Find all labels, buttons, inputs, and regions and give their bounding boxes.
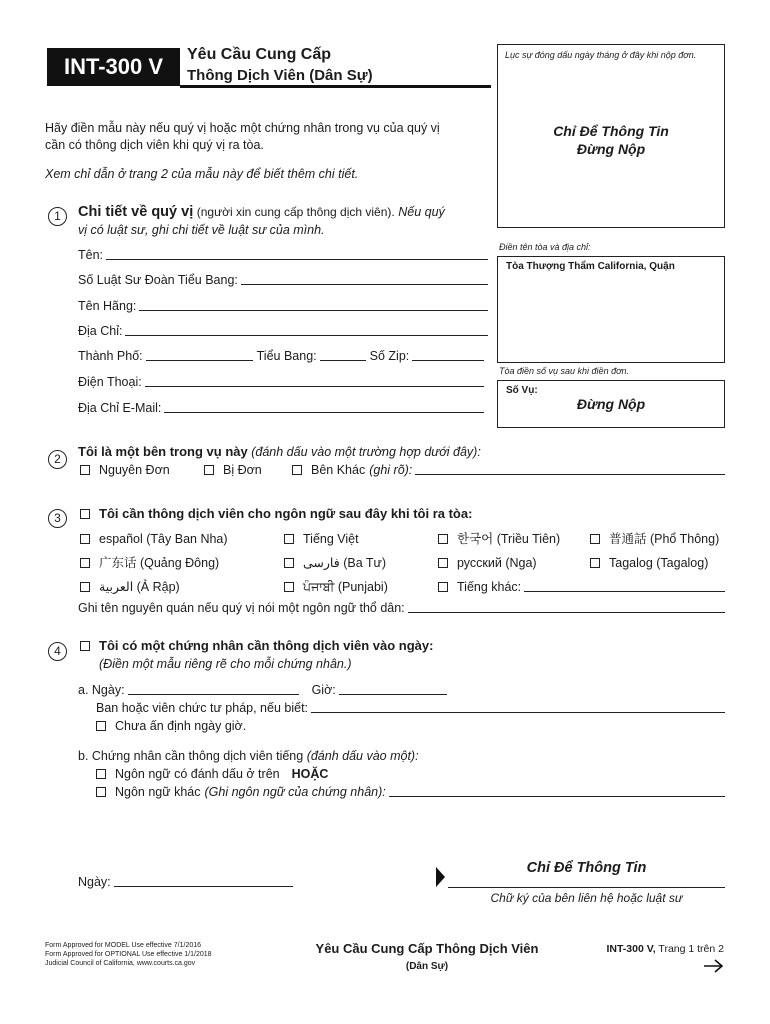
zip-field[interactable] xyxy=(412,348,484,361)
other-language-row xyxy=(438,579,725,595)
language-label: 한국어 (Triều Tiên) xyxy=(457,532,561,546)
clerk-notice-line2: Đừng Nộp xyxy=(576,141,646,157)
section1-note-line2: vị có luật sư, ghi chi tiết về luật sư của mình. xyxy=(78,223,325,237)
next-page-arrow-icon xyxy=(703,959,724,973)
form-code-badge: INT-300 V xyxy=(47,48,180,86)
intro-line1: Hãy điền mẫu này nếu quý vị hoặc một chứng nhân trong vụ của quý vị xyxy=(45,121,440,135)
language-option[interactable] xyxy=(438,555,537,571)
plaintiff-checkbox[interactable] xyxy=(80,465,90,475)
case-number-box[interactable] xyxy=(497,380,725,428)
cantonese-checkbox[interactable] xyxy=(80,558,90,568)
section-number-4: 4 xyxy=(48,642,67,661)
language-option[interactable] xyxy=(284,531,359,547)
tagalog-checkbox[interactable] xyxy=(590,558,600,568)
clerk-stamp-caption: Lục sự đóng dấu ngày tháng ở đây khi nộp đơn. xyxy=(505,50,697,60)
bar-number-row xyxy=(78,272,488,288)
defendant-label: Bị Đơn xyxy=(223,463,262,477)
section4-note: (Điền một mẫu riêng rẽ cho mỗi chứng nhân.) xyxy=(99,657,352,671)
witness-language-other-row xyxy=(96,784,725,800)
footer-page-info xyxy=(520,943,724,956)
party-other-option xyxy=(292,462,725,478)
witness-language-prompt: b. Chứng nhân cần thông dịch viên tiếng xyxy=(78,749,304,763)
intro-line2: cần có thông dịch viên khi quý vị ra tòa. xyxy=(45,138,264,152)
hearing-date-label: a. Ngày: xyxy=(78,683,125,697)
witness-language-marked-option[interactable] xyxy=(96,766,328,782)
email-label: Địa Chỉ E-Mail: xyxy=(78,401,162,415)
form-title-line1: Yêu Cầu Cung Cấp xyxy=(187,46,332,63)
indigenous-field[interactable] xyxy=(408,600,725,613)
or-label: HOẶC xyxy=(291,767,329,781)
section1-note-line1: Nếu quý xyxy=(398,205,445,219)
arabic-checkbox[interactable] xyxy=(80,582,90,592)
mandarin-checkbox[interactable] xyxy=(590,534,600,544)
korean-checkbox[interactable] xyxy=(438,534,448,544)
witness-other-language-hint: (Ghi ngôn ngữ của chứng nhân): xyxy=(204,785,386,799)
section1-heading-detail: (người xin cung cấp thông dịch viên). xyxy=(196,205,395,219)
party-plaintiff-option[interactable] xyxy=(80,462,170,478)
indigenous-label: Ghi tên nguyên quán nếu quý vị nói một ngôn ngữ thổ dân: xyxy=(78,601,405,615)
address-field[interactable] xyxy=(125,323,488,336)
department-label: Ban hoặc viên chức tư pháp, nếu biết: xyxy=(96,701,309,715)
state-label: Tiểu Bang: xyxy=(256,349,317,363)
name-label: Tên: xyxy=(78,248,104,262)
department-row xyxy=(96,700,725,716)
zip-label: Số Zip: xyxy=(369,349,410,363)
bar-number-field[interactable] xyxy=(241,272,488,285)
phone-field[interactable] xyxy=(145,374,484,387)
city-label: Thành Phố: xyxy=(78,349,143,363)
other-language-checkbox[interactable] xyxy=(438,582,448,592)
other-party-checkbox[interactable] xyxy=(292,465,302,475)
phone-row xyxy=(78,374,484,390)
clerk-notice-line1: Chỉ Để Thông Tin xyxy=(553,123,669,139)
footer-approval-line1: Form Approved for MODEL Use effective 7/1/2016 xyxy=(45,942,202,949)
signature-pointer-icon xyxy=(436,867,445,887)
footer-page-number: Trang 1 trên 2 xyxy=(658,943,724,955)
footer-approval-line2: Form Approved for OPTIONAL Use effective 1/1/2018 xyxy=(45,951,212,958)
language-option[interactable] xyxy=(284,555,386,571)
address-label: Địa Chỉ: xyxy=(78,324,123,338)
language-label: 广东话 (Quảng Đông) xyxy=(99,556,220,570)
header-rule xyxy=(180,85,491,88)
footer-subtitle: (Dân Sự) xyxy=(405,961,449,972)
interpreter-needed-checkbox[interactable] xyxy=(80,509,90,519)
phone-label: Điện Thoại: xyxy=(78,375,142,389)
language-marked-checkbox[interactable] xyxy=(96,769,106,779)
other-party-field[interactable] xyxy=(415,462,725,475)
footer-title: Yêu Cầu Cung Cấp Thông Dịch Viên xyxy=(315,941,539,956)
date-not-set-option[interactable] xyxy=(96,718,246,734)
section2-heading-hint: (đánh dấu vào một trường hợp dưới đây): xyxy=(251,445,481,459)
other-language-field[interactable] xyxy=(524,579,725,592)
signature-caption: Chữ ký của bên liên hệ hoặc luật sư xyxy=(490,891,683,905)
section3-heading: Tôi cần thông dịch viên cho ngôn ngữ sau đây khi tôi ra tòa: xyxy=(99,506,473,521)
hearing-date-field[interactable] xyxy=(128,682,299,695)
signature-field[interactable] xyxy=(448,856,725,888)
party-defendant-option[interactable] xyxy=(204,462,262,478)
other-language-label: Tiếng khác: xyxy=(457,580,522,594)
clerk-stamp-box xyxy=(497,44,725,228)
section-number-1: 1 xyxy=(48,207,67,226)
firm-name-label: Tên Hãng: xyxy=(78,299,137,313)
section-number-2: 2 xyxy=(48,450,67,469)
case-number-label: Số Vụ: xyxy=(506,385,538,396)
section-number-3: 3 xyxy=(48,509,67,528)
language-option[interactable] xyxy=(590,531,719,547)
court-name-box[interactable] xyxy=(497,256,725,363)
section1-heading: Chi tiết về quý vị xyxy=(78,204,194,220)
witness-language-prompt-line xyxy=(78,748,419,764)
firm-name-row xyxy=(78,298,488,314)
language-option[interactable] xyxy=(80,531,228,547)
witness-other-language-field[interactable] xyxy=(389,784,725,797)
section4-heading: Tôi có một chứng nhân cần thông dịch viên vào ngày: xyxy=(99,638,434,653)
other-party-label: Bên Khác xyxy=(311,463,366,477)
hearing-time-label: Giờ: xyxy=(311,683,336,697)
hearing-time-field[interactable] xyxy=(339,682,447,695)
name-row xyxy=(78,247,488,263)
state-field[interactable] xyxy=(320,348,366,361)
language-option[interactable] xyxy=(284,579,388,595)
witness-other-language-checkbox[interactable] xyxy=(96,787,106,797)
address-row xyxy=(78,323,488,339)
signature-date-row xyxy=(78,874,293,890)
footer-form-code: INT-300 V, xyxy=(606,943,656,955)
language-label: فارسی (Ba Tư) xyxy=(303,556,387,570)
language-label: ਪੰਜਾਬੀ (Punjabi) xyxy=(303,580,388,594)
case-number-value: Đừng Nộp xyxy=(576,396,646,412)
witness-other-language-label: Ngôn ngữ khác xyxy=(115,785,201,799)
language-label: Tiếng Việt xyxy=(303,532,359,546)
language-label: español (Tây Ban Nha) xyxy=(99,532,228,546)
city-field[interactable] xyxy=(146,348,253,361)
language-option[interactable] xyxy=(438,531,560,547)
bar-number-label: Số Luật Sư Đoàn Tiểu Bang: xyxy=(78,273,238,287)
department-field[interactable] xyxy=(311,700,725,713)
section3-heading-row xyxy=(80,506,472,522)
spanish-checkbox[interactable] xyxy=(80,534,90,544)
firm-name-field[interactable] xyxy=(139,298,488,311)
section1-heading-line xyxy=(78,203,445,221)
city-state-zip-row xyxy=(78,348,484,364)
punjabi-checkbox[interactable] xyxy=(284,582,294,592)
indigenous-row xyxy=(78,600,725,616)
email-row xyxy=(78,400,484,416)
plaintiff-label: Nguyên Đơn xyxy=(99,463,170,477)
court-name: Tòa Thượng Thẩm California, Quận xyxy=(506,261,675,272)
russian-checkbox[interactable] xyxy=(438,558,448,568)
date-not-set-checkbox[interactable] xyxy=(96,721,106,731)
case-number-caption: Tòa điền số vụ sau khi điền đơn. xyxy=(499,366,630,376)
section4-heading-row xyxy=(80,638,433,654)
language-label: русский (Nga) xyxy=(457,556,537,570)
farsi-checkbox[interactable] xyxy=(284,558,294,568)
signature-date-label: Ngày: xyxy=(78,875,111,889)
hearing-date-time-row xyxy=(78,682,447,698)
language-marked-label: Ngôn ngữ có đánh dấu ở trên xyxy=(115,767,280,781)
signature-date-field[interactable] xyxy=(114,874,293,887)
date-not-set-label: Chưa ấn định ngày giờ. xyxy=(115,719,247,733)
language-option[interactable] xyxy=(80,555,219,571)
witness-language-prompt-hint: (đánh dấu vào một): xyxy=(306,749,419,763)
section2-heading: Tôi là một bên trong vụ này xyxy=(78,444,248,459)
vietnamese-checkbox[interactable] xyxy=(284,534,294,544)
language-label: العربية (Ả Rập) xyxy=(99,580,180,594)
name-field[interactable] xyxy=(106,247,488,260)
language-label: 普通話 (Phổ Thông) xyxy=(609,532,720,546)
other-party-hint: (ghi rõ): xyxy=(369,463,413,477)
language-option[interactable] xyxy=(590,555,708,571)
signature-notice: Chỉ Để Thông Tin xyxy=(526,860,647,876)
language-option[interactable] xyxy=(80,579,180,595)
intro-note: Xem chỉ dẫn ở trang 2 của mẫu này để biết thêm chi tiết. xyxy=(45,167,359,181)
witness-checkbox[interactable] xyxy=(80,641,90,651)
court-caption: Điền tên tòa và địa chỉ: xyxy=(499,242,591,252)
section2-heading-line xyxy=(78,444,481,460)
email-field[interactable] xyxy=(164,400,484,413)
form-title-line2: Thông Dịch Viên (Dân Sự) xyxy=(187,67,373,84)
defendant-checkbox[interactable] xyxy=(204,465,214,475)
footer-approval-line3: Judicial Council of California, www.courts.ca.gov xyxy=(45,960,196,967)
language-label: Tagalog (Tagalog) xyxy=(609,556,709,570)
